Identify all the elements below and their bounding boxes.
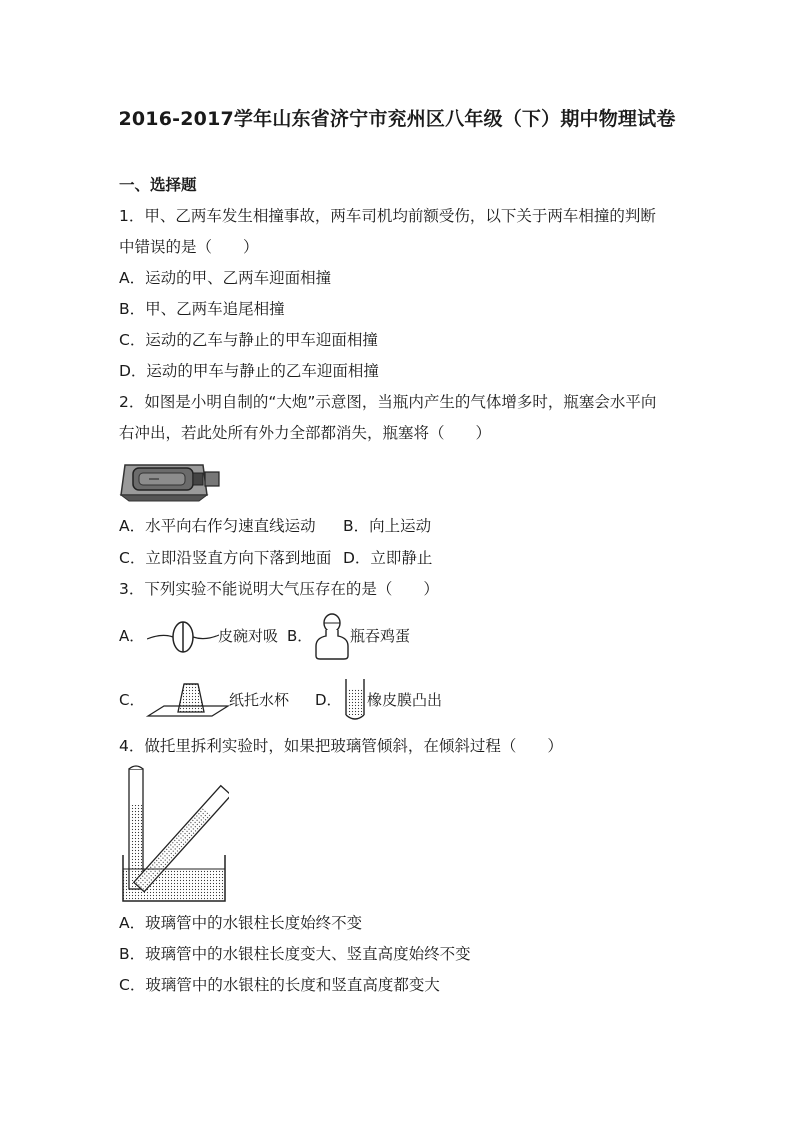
q1-option-b: B．甲、乙两车追尾相撞 <box>119 300 285 318</box>
q1-stem-line2: 中错误的是（ ） <box>119 238 259 256</box>
q3-option-d-text: 橡皮膜凸出 <box>367 691 443 709</box>
torricelli-figure <box>119 765 229 905</box>
q2-option-b: B．向上运动 <box>343 517 432 535</box>
q3-option-c-letter: C． <box>119 691 145 709</box>
q3-option-b-text: 瓶吞鸡蛋 <box>350 627 411 645</box>
q3-option-c-text: 纸托水杯 <box>229 691 290 709</box>
q3-option-d-letter: D． <box>315 691 342 709</box>
paper-cup-figure <box>146 680 230 720</box>
cannon-bottle-figure <box>119 455 229 505</box>
page-title: 2016-2017学年山东省济宁市兖州区八年级（下）期中物理试卷 <box>118 108 676 130</box>
q1-option-a: A．运动的甲、乙两车迎面相撞 <box>119 269 332 287</box>
bottle-egg-figure <box>312 612 352 662</box>
q4-stem: 4．做托里拆利实验时，如果把玻璃管倾斜，在倾斜过程（ ） <box>119 737 563 755</box>
q2-option-d: D．立即静止 <box>343 549 433 567</box>
q2-option-c: C．立即沿竖直方向下落到地面 <box>119 549 332 567</box>
q1-option-c: C．运动的乙车与静止的甲车迎面相撞 <box>119 331 378 349</box>
q2-option-a: A．水平向右作匀速直线运动 <box>119 517 316 535</box>
q1-stem-line1: 1．甲、乙两车发生相撞事故，两车司机均前额受伤，以下关于两车相撞的判断 <box>119 207 656 225</box>
q4-option-a: A．玻璃管中的水银柱长度始终不变 <box>119 914 363 932</box>
q3-option-a-letter: A． <box>119 627 145 645</box>
q1-option-d: D．运动的甲车与静止的乙车迎面相撞 <box>119 362 379 380</box>
section-heading: 一、选择题 <box>119 176 197 194</box>
q4-option-c: C．玻璃管中的水银柱的长度和竖直高度都变大 <box>119 976 440 994</box>
rubber-membrane-figure <box>342 677 368 723</box>
q3-option-b-letter: B． <box>287 627 313 645</box>
suction-cups-figure <box>147 619 219 655</box>
q3-option-a-text: 皮碗对吸 <box>218 627 279 645</box>
q3-stem: 3．下列实验不能说明大气压存在的是（ ） <box>119 580 439 598</box>
q2-stem-line1: 2．如图是小明自制的“大炮”示意图，当瓶内产生的气体增多时，瓶塞会水平向 <box>119 393 657 411</box>
q2-stem-line2: 右冲出，若此处所有外力全部都消失，瓶塞将（ ） <box>119 424 492 442</box>
q4-option-b: B．玻璃管中的水银柱长度变大、竖直高度始终不变 <box>119 945 471 963</box>
